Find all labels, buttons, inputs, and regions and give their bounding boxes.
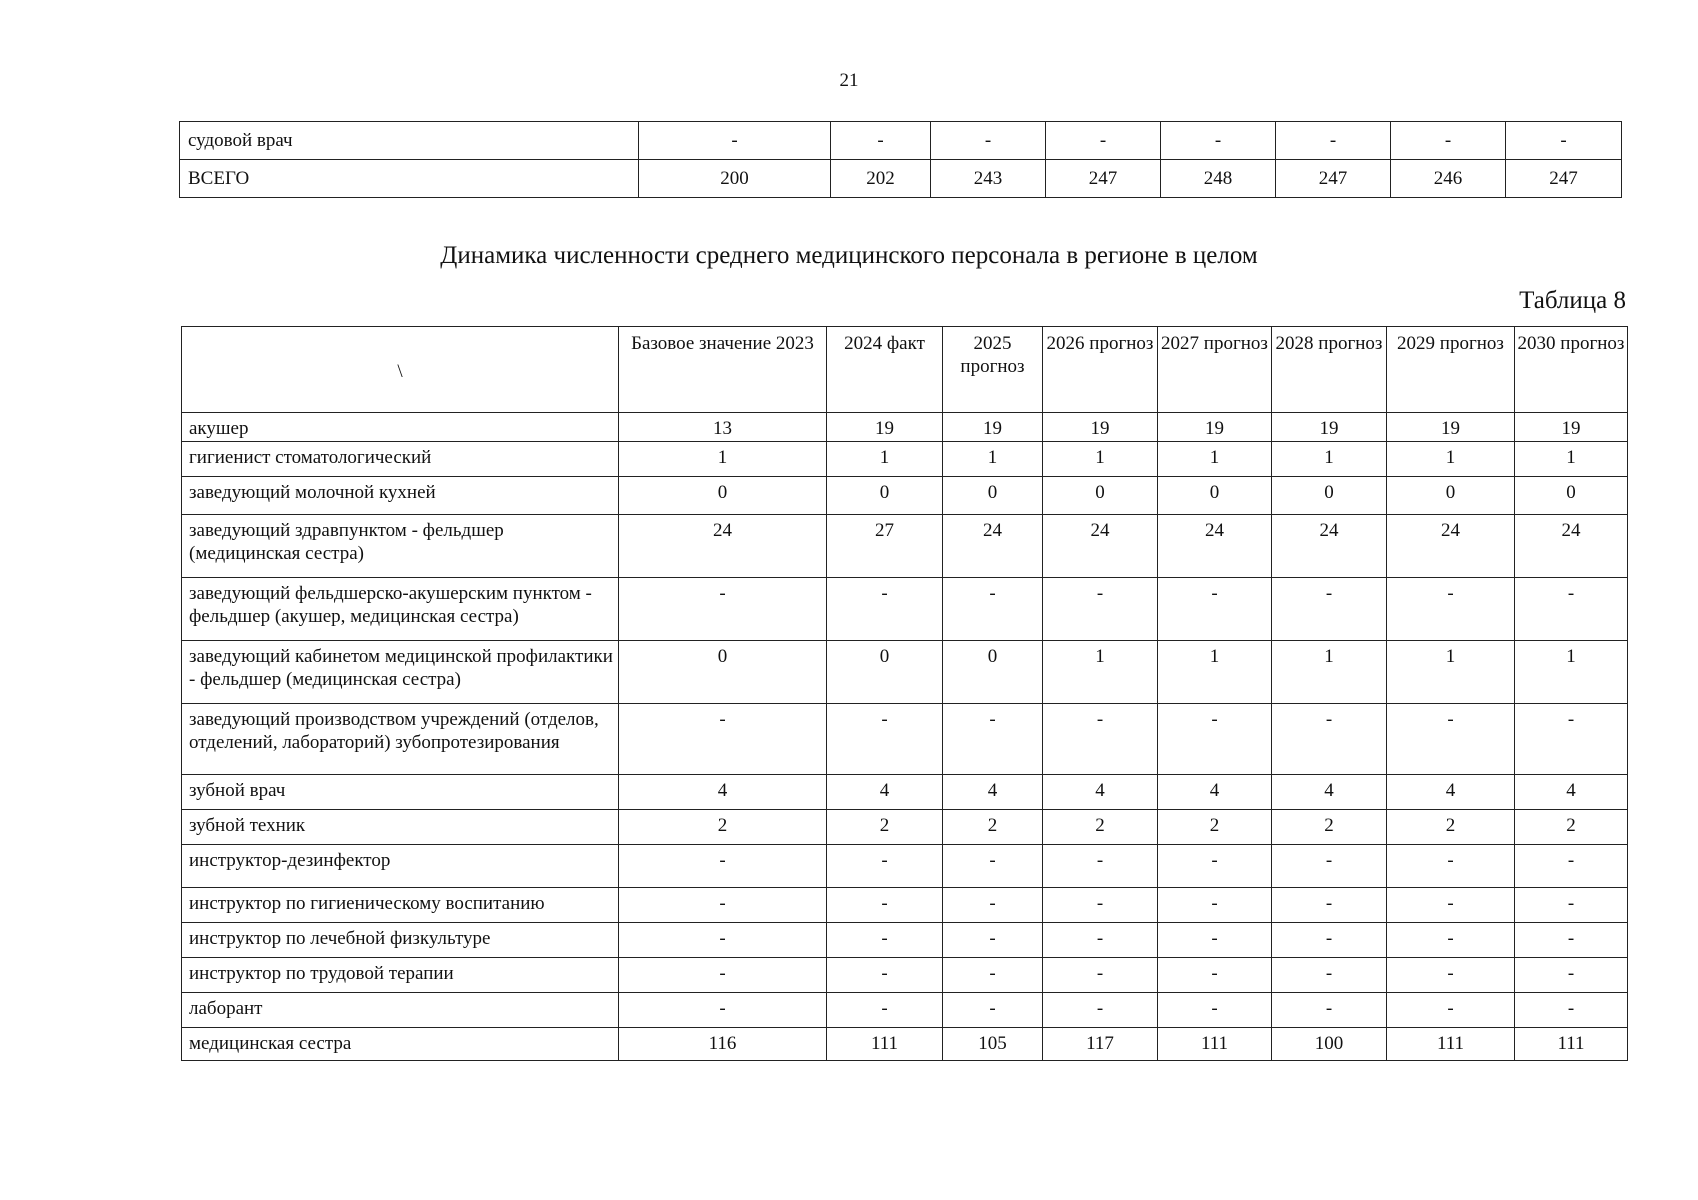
- value-cell: 24: [1043, 515, 1158, 578]
- value-cell: -: [943, 888, 1043, 923]
- table-row: [182, 923, 1628, 958]
- value-cell: 243: [931, 160, 1046, 198]
- table-row: [182, 641, 1628, 704]
- table-row: [182, 477, 1628, 515]
- row-label: заведующий фельдшерско-акушерским пунктом - фельдшер (акушер, медицинская сестра): [182, 578, 619, 641]
- value-cell: -: [1515, 958, 1628, 993]
- value-cell: -: [943, 993, 1043, 1028]
- value-cell: 2: [1272, 810, 1387, 845]
- value-cell: -: [619, 704, 827, 775]
- value-cell: 1: [1158, 442, 1272, 477]
- value-cell: 2: [1387, 810, 1515, 845]
- value-cell: -: [1387, 888, 1515, 923]
- value-cell: -: [1158, 993, 1272, 1028]
- value-cell: 1: [943, 442, 1043, 477]
- value-cell: 0: [943, 641, 1043, 704]
- value-cell: 1: [619, 442, 827, 477]
- value-cell: 24: [943, 515, 1043, 578]
- value-cell: 0: [943, 477, 1043, 515]
- value-cell: -: [1515, 888, 1628, 923]
- value-cell: 1: [1043, 442, 1158, 477]
- value-cell: 247: [1046, 160, 1161, 198]
- value-cell: 19: [1515, 413, 1628, 442]
- table-caption: Таблица 8: [1519, 287, 1626, 314]
- value-cell: 2: [619, 810, 827, 845]
- value-cell: -: [1272, 923, 1387, 958]
- row-label: инструктор-дезинфектор: [182, 845, 619, 888]
- value-cell: -: [1272, 845, 1387, 888]
- row-label: гигиенист стоматологический: [182, 442, 619, 477]
- value-cell: -: [827, 958, 943, 993]
- value-cell: -: [1158, 704, 1272, 775]
- header-cell: Базовое значение 2023: [619, 327, 827, 413]
- row-label: судовой врач: [180, 122, 639, 160]
- value-cell: 100: [1272, 1028, 1387, 1061]
- header-cell: 2026 прогноз: [1043, 327, 1158, 413]
- value-cell: 0: [1272, 477, 1387, 515]
- value-cell: -: [1043, 888, 1158, 923]
- table-row: [182, 578, 1628, 641]
- value-cell: 111: [1515, 1028, 1628, 1061]
- value-cell: -: [827, 704, 943, 775]
- value-cell: -: [1158, 923, 1272, 958]
- row-label: ВСЕГО: [180, 160, 639, 198]
- row-label: инструктор по лечебной физкультуре: [182, 923, 619, 958]
- value-cell: -: [1387, 958, 1515, 993]
- row-label: акушер: [182, 413, 619, 442]
- header-cell: 2030 прогноз: [1515, 327, 1628, 413]
- value-cell: -: [1506, 122, 1622, 160]
- value-cell: 27: [827, 515, 943, 578]
- value-cell: -: [619, 578, 827, 641]
- value-cell: 4: [1387, 775, 1515, 810]
- value-cell: -: [1391, 122, 1506, 160]
- value-cell: 1: [1043, 641, 1158, 704]
- row-label: заведующий производством учреждений (отделов, отделений, лабораторий) зубопротезирования: [182, 704, 619, 775]
- value-cell: -: [1158, 888, 1272, 923]
- value-cell: -: [1387, 578, 1515, 641]
- table-row: [182, 958, 1628, 993]
- value-cell: 246: [1391, 160, 1506, 198]
- value-cell: -: [1515, 845, 1628, 888]
- header-cell: 2029 прогноз: [1387, 327, 1515, 413]
- value-cell: -: [1158, 958, 1272, 993]
- value-cell: 117: [1043, 1028, 1158, 1061]
- value-cell: 19: [1272, 413, 1387, 442]
- value-cell: -: [827, 845, 943, 888]
- header-cell: 2024 факт: [827, 327, 943, 413]
- value-cell: 1: [827, 442, 943, 477]
- row-label: инструктор по трудовой терапии: [182, 958, 619, 993]
- value-cell: -: [1387, 923, 1515, 958]
- table-row: [182, 775, 1628, 810]
- value-cell: 24: [1515, 515, 1628, 578]
- value-cell: 19: [1387, 413, 1515, 442]
- value-cell: 19: [943, 413, 1043, 442]
- table-row: [180, 160, 1622, 198]
- value-cell: 4: [619, 775, 827, 810]
- row-label: инструктор по гигиеническому воспитанию: [182, 888, 619, 923]
- value-cell: -: [1272, 993, 1387, 1028]
- value-cell: 200: [639, 160, 831, 198]
- value-cell: 1: [1272, 442, 1387, 477]
- value-cell: -: [1043, 993, 1158, 1028]
- value-cell: -: [943, 578, 1043, 641]
- value-cell: 0: [619, 477, 827, 515]
- value-cell: 116: [619, 1028, 827, 1061]
- value-cell: 111: [1158, 1028, 1272, 1061]
- value-cell: 4: [827, 775, 943, 810]
- value-cell: 1: [1515, 442, 1628, 477]
- value-cell: 13: [619, 413, 827, 442]
- value-cell: -: [1158, 578, 1272, 641]
- value-cell: -: [1272, 888, 1387, 923]
- value-cell: 4: [1515, 775, 1628, 810]
- table-row: [182, 515, 1628, 578]
- value-cell: -: [639, 122, 831, 160]
- value-cell: 248: [1161, 160, 1276, 198]
- value-cell: 0: [1515, 477, 1628, 515]
- value-cell: -: [1158, 845, 1272, 888]
- value-cell: 0: [1043, 477, 1158, 515]
- value-cell: -: [1515, 923, 1628, 958]
- value-cell: 247: [1276, 160, 1391, 198]
- header-row: [182, 327, 1628, 413]
- section-title: Динамика численности среднего медицинского персонала в регионе в целом: [440, 242, 1258, 269]
- value-cell: 0: [1158, 477, 1272, 515]
- value-cell: -: [943, 704, 1043, 775]
- value-cell: 4: [1158, 775, 1272, 810]
- value-cell: 111: [1387, 1028, 1515, 1061]
- value-cell: 202: [831, 160, 931, 198]
- table-row: [182, 1028, 1628, 1061]
- value-cell: 2: [1515, 810, 1628, 845]
- value-cell: -: [619, 923, 827, 958]
- value-cell: -: [619, 845, 827, 888]
- value-cell: -: [1161, 122, 1276, 160]
- row-label: зубной врач: [182, 775, 619, 810]
- row-label: зубной техник: [182, 810, 619, 845]
- value-cell: 0: [1387, 477, 1515, 515]
- value-cell: -: [1043, 578, 1158, 641]
- row-label: заведующий кабинетом медицинской профилактики - фельдшер (медицинская сестра): [182, 641, 619, 704]
- value-cell: -: [827, 578, 943, 641]
- value-cell: 4: [1272, 775, 1387, 810]
- value-cell: -: [619, 993, 827, 1028]
- table-row: [182, 993, 1628, 1028]
- value-cell: 1: [1158, 641, 1272, 704]
- value-cell: 19: [1043, 413, 1158, 442]
- value-cell: -: [1043, 958, 1158, 993]
- table-row: [180, 122, 1622, 160]
- page-number: 21: [839, 70, 859, 91]
- value-cell: -: [943, 923, 1043, 958]
- value-cell: -: [1043, 923, 1158, 958]
- value-cell: -: [1046, 122, 1161, 160]
- row-label: лаборант: [182, 993, 619, 1028]
- value-cell: -: [1272, 958, 1387, 993]
- value-cell: -: [619, 958, 827, 993]
- row-label: заведующий здравпунктом - фельдшер (медицинская сестра): [182, 515, 619, 578]
- value-cell: 111: [827, 1028, 943, 1061]
- value-cell: 0: [827, 477, 943, 515]
- corner-cell: [182, 327, 619, 413]
- value-cell: 4: [1043, 775, 1158, 810]
- value-cell: -: [943, 845, 1043, 888]
- value-cell: -: [827, 923, 943, 958]
- value-cell: -: [1043, 704, 1158, 775]
- row-label: заведующий молочной кухней: [182, 477, 619, 515]
- table-row: [182, 704, 1628, 775]
- value-cell: -: [1276, 122, 1391, 160]
- staff-dynamics-table: [181, 326, 1628, 1061]
- value-cell: 1: [1387, 442, 1515, 477]
- value-cell: 0: [827, 641, 943, 704]
- value-cell: 2: [1158, 810, 1272, 845]
- value-cell: 2: [1043, 810, 1158, 845]
- value-cell: 19: [827, 413, 943, 442]
- value-cell: -: [931, 122, 1046, 160]
- value-cell: -: [831, 122, 931, 160]
- value-cell: -: [827, 993, 943, 1028]
- value-cell: 24: [1387, 515, 1515, 578]
- value-cell: 24: [619, 515, 827, 578]
- header-cell: 2027 прогноз: [1158, 327, 1272, 413]
- table-row: [182, 888, 1628, 923]
- header-cell: 2025 прогноз: [943, 327, 1043, 413]
- table-row: [182, 845, 1628, 888]
- table-row: [182, 810, 1628, 845]
- value-cell: 4: [943, 775, 1043, 810]
- value-cell: 105: [943, 1028, 1043, 1061]
- value-cell: -: [619, 888, 827, 923]
- header-cell: 2028 прогноз: [1272, 327, 1387, 413]
- value-cell: 24: [1272, 515, 1387, 578]
- value-cell: -: [1043, 845, 1158, 888]
- value-cell: -: [1272, 704, 1387, 775]
- value-cell: 247: [1506, 160, 1622, 198]
- value-cell: -: [1387, 704, 1515, 775]
- value-cell: -: [1387, 845, 1515, 888]
- value-cell: 2: [943, 810, 1043, 845]
- value-cell: -: [1515, 704, 1628, 775]
- value-cell: 0: [619, 641, 827, 704]
- value-cell: -: [1272, 578, 1387, 641]
- table-row: [182, 413, 1628, 442]
- value-cell: 2: [827, 810, 943, 845]
- previous-table: [179, 121, 1622, 198]
- table-row: [182, 442, 1628, 477]
- value-cell: 1: [1387, 641, 1515, 704]
- value-cell: -: [943, 958, 1043, 993]
- value-cell: 1: [1515, 641, 1628, 704]
- row-label: медицинская сестра: [182, 1028, 619, 1061]
- value-cell: 24: [1158, 515, 1272, 578]
- value-cell: -: [1515, 993, 1628, 1028]
- value-cell: -: [1515, 578, 1628, 641]
- corner-mark: \: [397, 361, 403, 382]
- value-cell: 19: [1158, 413, 1272, 442]
- value-cell: -: [1387, 993, 1515, 1028]
- value-cell: 1: [1272, 641, 1387, 704]
- value-cell: -: [827, 888, 943, 923]
